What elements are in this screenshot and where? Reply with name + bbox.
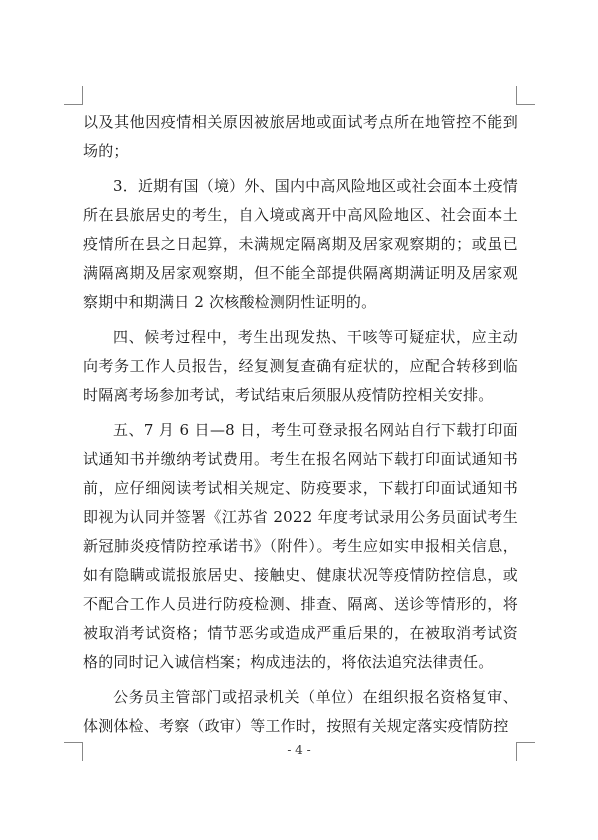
document-body <box>83 108 518 741</box>
paragraph-item-3: 3．近期有国（境）外、国内中高风险地区或社会面本土疫情所在县旅居史的考生，自入境或离开中高风险地区、社会面本土疫情所在县之日起算，未满规定隔离期及居家观察期的；或虽已满隔离期及居家观察期，但不能全部提供隔离期满证明及居家观察期中和期满日 2 次核酸检测阴性证明的。 <box>83 177 518 311</box>
crop-mark-top-right <box>516 86 535 105</box>
paragraph-continuation: 以及其他因疫情相关原因被旅居地或面试考点所在地管控不能到场的； <box>83 113 518 160</box>
paragraph-section-5: 五、7 月 6 日—8 日，考生可登录报名网站自行下载打印面试通知书并缴纳考试费用。考生在报名网站下载打印面试通知书前，应仔细阅读考试相关规定、防疫要求，下载打印面试通知书即视为认同并签署《江苏省 2022 年度考试录用公务员面试考生新冠肺炎疫情防控承诺书》（附件）。考生应如实申报相关信息，如有隐瞒或谎报旅居史、接触史、健康状况等疫情防控信息，或不配合工作人员进行防疫检测、排查、隔离、送诊等情形的，将被取消考试资格；情节恶劣或造成严重后果的，在被取消考试资格的同时记入诚信档案；构成违法的，将依法追究法律责任。 <box>83 421 518 671</box>
crop-mark-top-left <box>64 86 83 105</box>
paragraph-civil-service-note: 公务员主管部门或招录机关（单位）在组织报名资格复审、体测体检、考察（政审）等工作时，按照有关规定落实疫情防控 <box>83 688 518 735</box>
page-number: - 4 - <box>287 743 311 757</box>
paragraph-section-4: 四、候考过程中，考生出现发热、干咳等可疑症状，应主动向考务工作人员报告，经复测复查确有症状的，应配合转移到临时隔离考场参加考试，考试结束后须服从疫情防控相关安排。 <box>83 328 518 404</box>
